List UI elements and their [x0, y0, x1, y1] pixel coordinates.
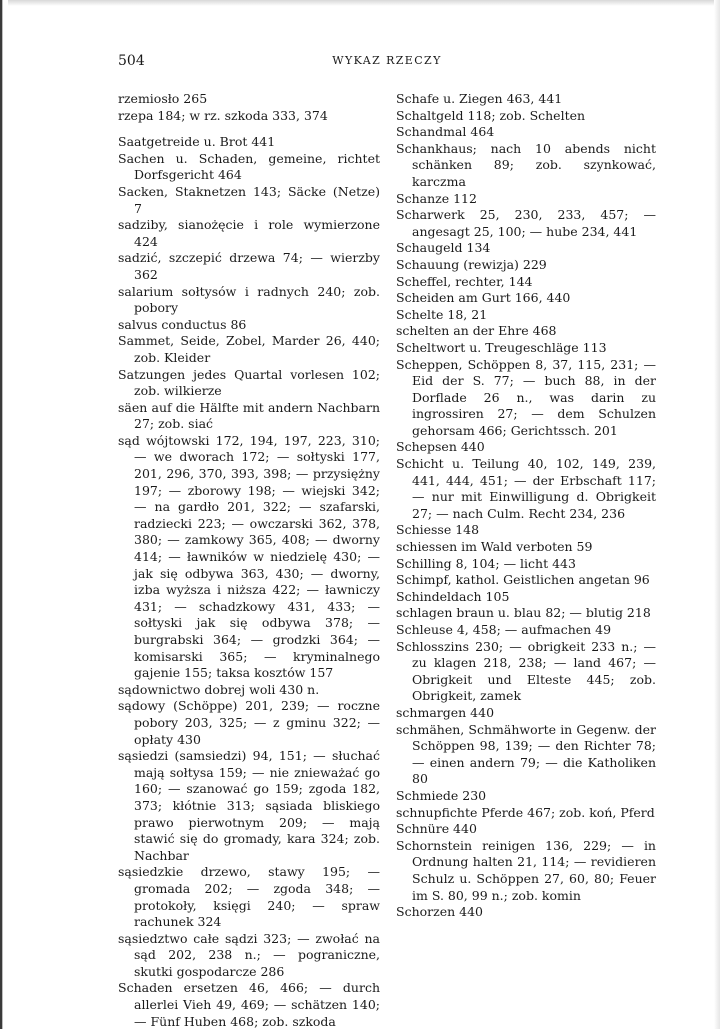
index-entry: Schimpf, kathol. Geistlichen angetan 96 [396, 572, 650, 588]
index-entry: Schilling 8, 104; — licht 443 [396, 555, 576, 571]
index-entry: Schleuse 4, 458; — aufmachen 49 [396, 622, 612, 637]
index-entry: Sacken, Staknetzen 143; Säcke (Netze) 7 [118, 183, 380, 216]
index-entry: Scheltwort u. Treugeschläge 113 [396, 339, 607, 355]
index-entry: Saatgetreide u. Brot 441 [118, 134, 276, 150]
index-entry: säen auf die Hälfte mit andern Nachbarn 27; zob. siać [118, 399, 380, 432]
index-entry: sąsiedzi (samsiedzi) 94, 151; — słuchać mają sołtysa 159; — nie znieważać go 160; — szanować go 159; zgoda 182, 373; kłótnie 313; sąsiada bliskiego prawo pierwotnym 209; — mają stawić się do gromady, kara 324; zob. Nachbar [118, 748, 380, 863]
index-entry: rzepa 184; w rz. szkoda 333, 374 [118, 107, 328, 123]
index-entry: schiessen im Wald verboten 59 [396, 539, 593, 555]
index-entry: Sammet, Seide, Zobel, Marder 26, 440; zob. Kleider [118, 333, 380, 365]
index-entry: schelten an der Ehre 468 [396, 323, 557, 339]
index-entry: Satzungen jedes Quartal vorlesen 102; zob. wilkierze [118, 366, 380, 399]
index-entry: Schauung (rewizja) 229 [396, 256, 547, 272]
index-entry: Schnüre 440 [396, 821, 477, 837]
page-binding-edge [0, 0, 8, 1029]
index-entry: sąsiedztwo całe sądzi 323; — zwołać na sąd 202, 238 n.; — pograniczne, skutki gospodarcze 286 [118, 930, 380, 979]
index-entry: Sachen u. Schaden, gemeine, richtet Dorfsgericht 464 [118, 150, 380, 183]
index-column-left [118, 91, 380, 1030]
index-entry: salarium sołtysów i radnych 240; zob. pobory [118, 283, 380, 316]
index-entry: Schelte 18, 21 [396, 306, 488, 322]
index-entry: Scheffel, rechter, 144 [396, 273, 533, 289]
running-head: WYKAZ RZECZY [332, 54, 442, 67]
index-entry: Schaden ersetzen 46, 466; — durch allerlei Vieh 49, 469; — schätzen 140; — Fünf Huben 468; zob. szkoda [118, 980, 380, 1029]
index-entry: Schafe u. Ziegen 463, 441 [396, 91, 563, 106]
index-entry: Scheppen, Schöppen 8, 37, 115, 231; — Eid der S. 77; — buch 88, in der Dorflade 26 n., was darin zu ingrossiren 27; — dem Schulzen gehorsam 466; Gerichtssch. 201 [396, 356, 656, 438]
index-entry: sądowy (Schöppe) 201, 239; — roczne pobory 203, 325; — z gminu 322; — opłaty 430 [118, 698, 380, 747]
index-entry: Scheiden am Gurt 166, 440 [396, 290, 571, 306]
page-top-edge [0, 0, 720, 6]
index-entry: schnupfichte Pferde 467; zob. koń, Pferd [396, 804, 655, 820]
index-entry: Schlosszins 230; — obrigkeit 233 n.; — zu klagen 218, 238; — land 467; — Obrigkeit und Elteste 445; zob. Obrigkeit, zamek [396, 638, 656, 704]
page-number: 504 [118, 53, 145, 69]
page-right-edge [714, 0, 720, 1029]
index-entry: Schepsen 440 [396, 439, 485, 455]
index-entry: sądownictwo dobrej woli 430 n. [118, 681, 320, 697]
index-entry: Schaltgeld 118; zob. Schelten [396, 107, 586, 123]
index-entry: Schankhaus; nach 10 abends nicht schänken 89; zob. szynkować, karczma [396, 140, 656, 189]
page-header [118, 53, 656, 71]
index-entry: Schicht u. Teilung 40, 102, 149, 239, 441, 444, 451; — der Erbschaft 117; — nur mit Einwilligung d. Obrigkeit 27; — nach Culm. Recht 234, 236 [396, 456, 656, 521]
index-entry: Schmiede 230 [396, 787, 487, 803]
index-entry: Schornstein reinigen 136, 229; — in Ordnung halten 21, 114; — revidieren Schulz u. Schöppen 27, 60, 80; Feuer im S. 80, 99 n.; zob. komin [396, 837, 656, 903]
index-entry: schmargen 440 [396, 704, 495, 720]
index-entry: Scharwerk 25, 230, 233, 457; — angesagt 25, 100; — hube 234, 441 [396, 207, 656, 239]
index-entry: schmähen, Schmähworte in Gegenw. der Schöppen 98, 139; — den Richter 78; — einen andern 79; — die Katholiken 80 [396, 721, 656, 787]
index-column-right [396, 91, 656, 921]
index-entry: sąsiedzkie drzewo, stawy 195; — gromada 202; — zgoda 348; — protokoły, księgi 240; — spraw rachunek 324 [118, 864, 380, 930]
index-entry: Schanze 112 [396, 190, 477, 206]
index-entry: sadziby, sianożęcie i role wymierzone 424 [118, 217, 380, 249]
index-entry: schlagen braun u. blau 82; — blutig 218 [396, 605, 651, 621]
index-entry: sąd wójtowski 172, 194, 197, 223, 310; — we dworach 172; — sołtyski 177, 201, 296, 370, 393, 398; — przysiężny 197; — zborowy 198; — wiejski 342; — na gardło 201, 322; — szafarski, radziecki 223; — owczarski 362, 378, 380; — zamkowy 365, 408; — dworny 414; — ławników w niedzielę 430; — jak się odbywa 363, 430; — dworny, izba wyższa i niższa 422; — ławniczy 431; — schadzkowy 431, 433; — sołtyski jak się odbywa 378; — burgrabski 364; — grodzki 364; — komisarski 365; — kryminalnego gajenie 155; taksa kosztów 157 [118, 432, 380, 681]
index-entry: Schiesse 148 [396, 522, 480, 538]
index-entry: Schandmal 464 [396, 124, 495, 140]
index-entry: Schaugeld 134 [396, 240, 491, 256]
index-entry: salvus conductus 86 [118, 316, 247, 332]
index-entry: sadzić, szczepić drzewa 74; — wierzby 362 [118, 250, 380, 282]
index-entry: Schorzen 440 [396, 904, 483, 920]
index-entry: Schindeldach 105 [396, 588, 510, 604]
index-entry: rzemiosło 265 [118, 91, 208, 106]
